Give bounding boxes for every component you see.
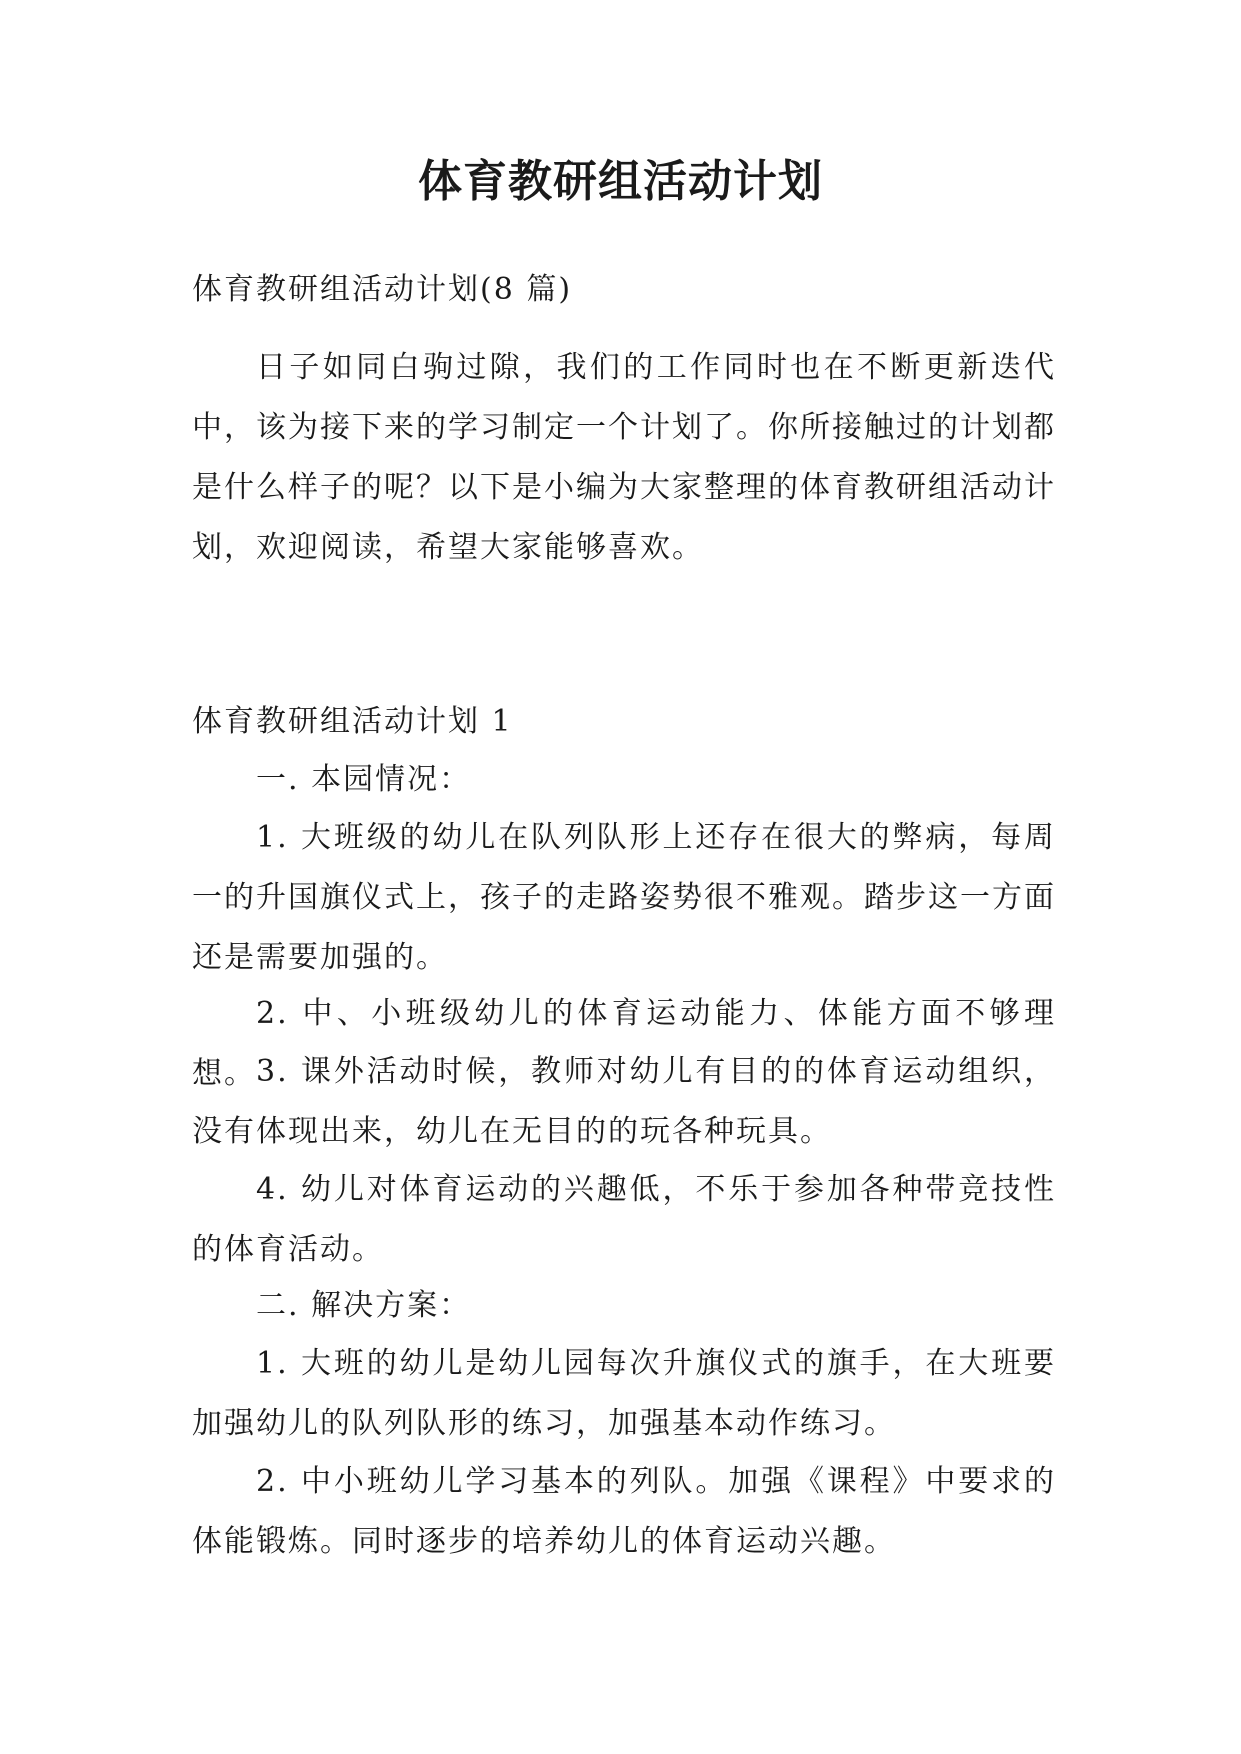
document-subtitle: 体育教研组活动计划(8 篇) — [192, 272, 573, 307]
subsection-heading-situation: 一. 本园情况： — [256, 762, 472, 797]
situation-item-4: 4. 幼儿对体育运动的兴趣低，不乐于参加各种带竞技性的体育活动。 — [192, 1172, 1056, 1267]
section-heading: 体育教研组活动计划 1 — [192, 704, 513, 739]
situation-item-3: 3. 课外活动时候，教师对幼儿有目的的体育运动组织，没有体现出来，幼儿在无目的的玩各种玩具。 — [192, 1054, 1056, 1149]
subsection-heading-solution: 二. 解决方案： — [256, 1288, 472, 1323]
page-title: 体育教研组活动计划 — [418, 156, 823, 207]
intro-paragraph: 日子如同白驹过隙，我们的工作同时也在不断更新迭代中，该为接下来的学习制定一个计划了。你所接触过的计划都是什么样子的呢？以下是小编为大家整理的体育教研组活动计划，欢迎阅读，希望大家能够喜欢。 — [192, 350, 1056, 565]
situation-item-1: 1. 大班级的幼儿在队列队形上还存在很大的弊病，每周一的升国旗仪式上，孩子的走路姿势很不雅观。踏步这一方面还是需要加强的。 — [192, 820, 1056, 975]
solution-item-2: 2. 中小班幼儿学习基本的列队。加强《课程》中要求的体能锻炼。同时逐步的培养幼儿的体育运动兴趣。 — [192, 1464, 1056, 1559]
solution-item-1: 1. 大班的幼儿是幼儿园每次升旗仪式的旗手，在大班要加强幼儿的队列队形的练习，加强基本动作练习。 — [192, 1346, 1056, 1441]
situation-item-2: 2. 中、小班级幼儿的体育运动能力、体能方面不够理想。 — [192, 996, 1056, 1091]
